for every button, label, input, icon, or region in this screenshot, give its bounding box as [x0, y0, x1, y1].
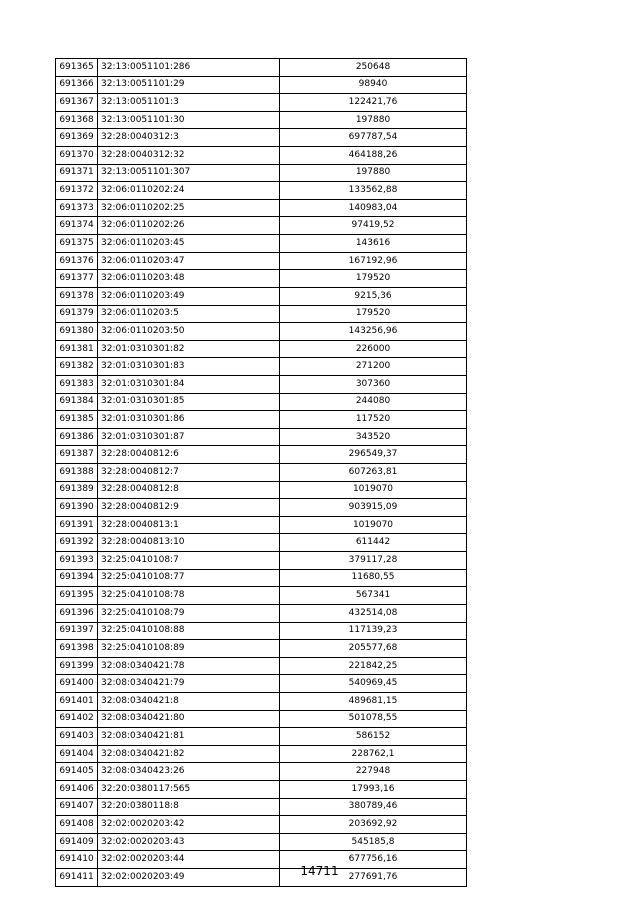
table-row	[56, 76, 467, 94]
row-id-cell: 691409	[56, 833, 98, 851]
table-row	[56, 728, 467, 746]
cadastral-number-cell: 32:28:0040813:1	[98, 516, 280, 534]
table-row	[56, 622, 467, 640]
row-id-cell: 691374	[56, 217, 98, 235]
value-cell: 271200	[280, 358, 467, 376]
value-cell: 489681,15	[280, 692, 467, 710]
row-id-cell: 691400	[56, 675, 98, 693]
cadastral-number-cell: 32:02:0020203:44	[98, 851, 280, 869]
row-id-cell: 691391	[56, 516, 98, 534]
row-id-cell: 691388	[56, 464, 98, 482]
value-cell: 179520	[280, 270, 467, 288]
value-cell: 464188,26	[280, 147, 467, 165]
cadastral-number-cell: 32:06:0110202:25	[98, 199, 280, 217]
row-id-cell: 691393	[56, 552, 98, 570]
row-id-cell: 691410	[56, 851, 98, 869]
cadastral-number-cell: 32:06:0110203:48	[98, 270, 280, 288]
cadastral-number-cell: 32:08:0340421:78	[98, 657, 280, 675]
value-cell: 1019070	[280, 516, 467, 534]
value-cell: 540969,45	[280, 675, 467, 693]
row-id-cell: 691390	[56, 499, 98, 517]
table-row	[56, 147, 467, 165]
table-row	[56, 340, 467, 358]
cadastral-number-cell: 32:08:0340423:26	[98, 763, 280, 781]
value-cell: 244080	[280, 393, 467, 411]
row-id-cell: 691376	[56, 252, 98, 270]
cadastral-number-cell: 32:13:0051101:307	[98, 164, 280, 182]
cadastral-number-cell: 32:01:0310301:86	[98, 411, 280, 429]
table-row	[56, 499, 467, 517]
table-row	[56, 710, 467, 728]
row-id-cell: 691367	[56, 94, 98, 112]
table-row	[56, 692, 467, 710]
row-id-cell: 691395	[56, 587, 98, 605]
cadastral-number-cell: 32:01:0310301:83	[98, 358, 280, 376]
value-cell: 143616	[280, 235, 467, 253]
cadastral-number-cell: 32:28:0040312:3	[98, 129, 280, 147]
table-row	[56, 516, 467, 534]
cadastral-number-cell: 32:25:0410108:78	[98, 587, 280, 605]
table-row	[56, 816, 467, 834]
cadastral-number-cell: 32:28:0040812:7	[98, 464, 280, 482]
row-id-cell: 691399	[56, 657, 98, 675]
table-row	[56, 252, 467, 270]
cadastral-number-cell: 32:28:0040812:6	[98, 446, 280, 464]
table-row	[56, 657, 467, 675]
value-cell: 179520	[280, 305, 467, 323]
cadastral-number-cell: 32:08:0340421:82	[98, 745, 280, 763]
row-id-cell: 691406	[56, 780, 98, 798]
value-cell: 98940	[280, 76, 467, 94]
row-id-cell: 691392	[56, 534, 98, 552]
row-id-cell: 691403	[56, 728, 98, 746]
row-id-cell: 691373	[56, 199, 98, 217]
row-id-cell: 691371	[56, 164, 98, 182]
cadastral-number-cell: 32:01:0310301:87	[98, 428, 280, 446]
table-row	[56, 393, 467, 411]
table-row	[56, 94, 467, 112]
row-id-cell: 691370	[56, 147, 98, 165]
cadastral-number-cell: 32:06:0110203:49	[98, 287, 280, 305]
table-row	[56, 552, 467, 570]
value-cell: 277691,76	[280, 869, 467, 887]
value-cell: 586152	[280, 728, 467, 746]
table-row	[56, 763, 467, 781]
value-cell: 203692,92	[280, 816, 467, 834]
value-cell: 607263,81	[280, 464, 467, 482]
cadastral-number-cell: 32:13:0051101:29	[98, 76, 280, 94]
cadastral-number-cell: 32:02:0020203:42	[98, 816, 280, 834]
table-row	[56, 640, 467, 658]
cadastral-number-cell: 32:08:0340421:81	[98, 728, 280, 746]
table-row	[56, 780, 467, 798]
cadastral-number-cell: 32:01:0310301:85	[98, 393, 280, 411]
table-row	[56, 587, 467, 605]
value-cell: 167192,96	[280, 252, 467, 270]
cadastral-number-cell: 32:08:0340421:8	[98, 692, 280, 710]
value-cell: 17993,16	[280, 780, 467, 798]
row-id-cell: 691411	[56, 869, 98, 887]
cadastral-number-cell: 32:28:0040312:32	[98, 147, 280, 165]
row-id-cell: 691408	[56, 816, 98, 834]
table-row	[56, 569, 467, 587]
value-cell: 117139,23	[280, 622, 467, 640]
table-row	[56, 745, 467, 763]
cadastral-number-cell: 32:25:0410108:77	[98, 569, 280, 587]
table-row	[56, 287, 467, 305]
value-cell: 250648	[280, 59, 467, 77]
value-cell: 11680,55	[280, 569, 467, 587]
cadastral-number-cell: 32:06:0110203:45	[98, 235, 280, 253]
row-id-cell: 691382	[56, 358, 98, 376]
row-id-cell: 691398	[56, 640, 98, 658]
cadastral-number-cell: 32:06:0110203:5	[98, 305, 280, 323]
row-id-cell: 691394	[56, 569, 98, 587]
row-id-cell: 691402	[56, 710, 98, 728]
value-cell: 9215,36	[280, 287, 467, 305]
cadastral-number-cell: 32:25:0410108:7	[98, 552, 280, 570]
table-row	[56, 111, 467, 129]
table-row	[56, 375, 467, 393]
table-row	[56, 798, 467, 816]
cadastral-number-cell: 32:28:0040812:8	[98, 481, 280, 499]
row-id-cell: 691385	[56, 411, 98, 429]
registry-table-body	[56, 59, 467, 887]
cadastral-number-cell: 32:06:0110203:50	[98, 323, 280, 341]
value-cell: 677756,16	[280, 851, 467, 869]
table-row	[56, 305, 467, 323]
value-cell: 296549,37	[280, 446, 467, 464]
table-row	[56, 675, 467, 693]
value-cell: 143256,96	[280, 323, 467, 341]
row-id-cell: 691380	[56, 323, 98, 341]
row-id-cell: 691372	[56, 182, 98, 200]
cadastral-number-cell: 32:13:0051101:286	[98, 59, 280, 77]
row-id-cell: 691389	[56, 481, 98, 499]
table-row	[56, 217, 467, 235]
cadastral-number-cell: 32:06:0110203:47	[98, 252, 280, 270]
table-row	[56, 199, 467, 217]
cadastral-number-cell: 32:08:0340421:80	[98, 710, 280, 728]
cadastral-number-cell: 32:06:0110202:26	[98, 217, 280, 235]
table-row	[56, 481, 467, 499]
value-cell: 97419,52	[280, 217, 467, 235]
row-id-cell: 691368	[56, 111, 98, 129]
cadastral-number-cell: 32:20:0380118:8	[98, 798, 280, 816]
table-row	[56, 358, 467, 376]
value-cell: 307360	[280, 375, 467, 393]
value-cell: 197880	[280, 111, 467, 129]
table-row	[56, 182, 467, 200]
cadastral-number-cell: 32:28:0040812:9	[98, 499, 280, 517]
cadastral-number-cell: 32:25:0410108:88	[98, 622, 280, 640]
value-cell: 197880	[280, 164, 467, 182]
row-id-cell: 691375	[56, 235, 98, 253]
row-id-cell: 691378	[56, 287, 98, 305]
value-cell: 133562,88	[280, 182, 467, 200]
row-id-cell: 691386	[56, 428, 98, 446]
value-cell: 567341	[280, 587, 467, 605]
value-cell: 611442	[280, 534, 467, 552]
cadastral-number-cell: 32:13:0051101:3	[98, 94, 280, 112]
value-cell: 205577,68	[280, 640, 467, 658]
row-id-cell: 691397	[56, 622, 98, 640]
table-row	[56, 164, 467, 182]
table-row	[56, 604, 467, 622]
row-id-cell: 691407	[56, 798, 98, 816]
table-row	[56, 534, 467, 552]
row-id-cell: 691383	[56, 375, 98, 393]
value-cell: 545185,8	[280, 833, 467, 851]
row-id-cell: 691384	[56, 393, 98, 411]
row-id-cell: 691366	[56, 76, 98, 94]
row-id-cell: 691365	[56, 59, 98, 77]
value-cell: 343520	[280, 428, 467, 446]
row-id-cell: 691369	[56, 129, 98, 147]
cadastral-number-cell: 32:06:0110202:24	[98, 182, 280, 200]
cadastral-number-cell: 32:28:0040813:10	[98, 534, 280, 552]
value-cell: 432514,08	[280, 604, 467, 622]
table-row	[56, 428, 467, 446]
cadastral-number-cell: 32:13:0051101:30	[98, 111, 280, 129]
row-id-cell: 691379	[56, 305, 98, 323]
row-id-cell: 691381	[56, 340, 98, 358]
cadastral-number-cell: 32:01:0310301:84	[98, 375, 280, 393]
cadastral-number-cell: 32:08:0340421:79	[98, 675, 280, 693]
value-cell: 697787,54	[280, 129, 467, 147]
table-row	[56, 129, 467, 147]
row-id-cell: 691401	[56, 692, 98, 710]
table-row	[56, 59, 467, 77]
cadastral-number-cell: 32:01:0310301:82	[98, 340, 280, 358]
registry-table	[55, 58, 467, 887]
value-cell: 228762,1	[280, 745, 467, 763]
row-id-cell: 691387	[56, 446, 98, 464]
table-row	[56, 411, 467, 429]
value-cell: 380789,46	[280, 798, 467, 816]
table-row	[56, 323, 467, 341]
cadastral-number-cell: 32:25:0410108:79	[98, 604, 280, 622]
table-row	[56, 235, 467, 253]
cadastral-number-cell: 32:02:0020203:43	[98, 833, 280, 851]
page-number: 14711	[300, 864, 339, 878]
cadastral-number-cell: 32:20:0380117:565	[98, 780, 280, 798]
row-id-cell: 691404	[56, 745, 98, 763]
table-row	[56, 446, 467, 464]
table-row	[56, 833, 467, 851]
value-cell: 140983,04	[280, 199, 467, 217]
table-row	[56, 270, 467, 288]
value-cell: 1019070	[280, 481, 467, 499]
row-id-cell: 691405	[56, 763, 98, 781]
row-id-cell: 691396	[56, 604, 98, 622]
value-cell: 501078,55	[280, 710, 467, 728]
value-cell: 226000	[280, 340, 467, 358]
value-cell: 379117,28	[280, 552, 467, 570]
table-row	[56, 464, 467, 482]
value-cell: 903915,09	[280, 499, 467, 517]
value-cell: 122421,76	[280, 94, 467, 112]
row-id-cell: 691377	[56, 270, 98, 288]
value-cell: 221842,25	[280, 657, 467, 675]
cadastral-number-cell: 32:02:0020203:49	[98, 869, 280, 887]
cadastral-number-cell: 32:25:0410108:89	[98, 640, 280, 658]
value-cell: 117520	[280, 411, 467, 429]
value-cell: 227948	[280, 763, 467, 781]
